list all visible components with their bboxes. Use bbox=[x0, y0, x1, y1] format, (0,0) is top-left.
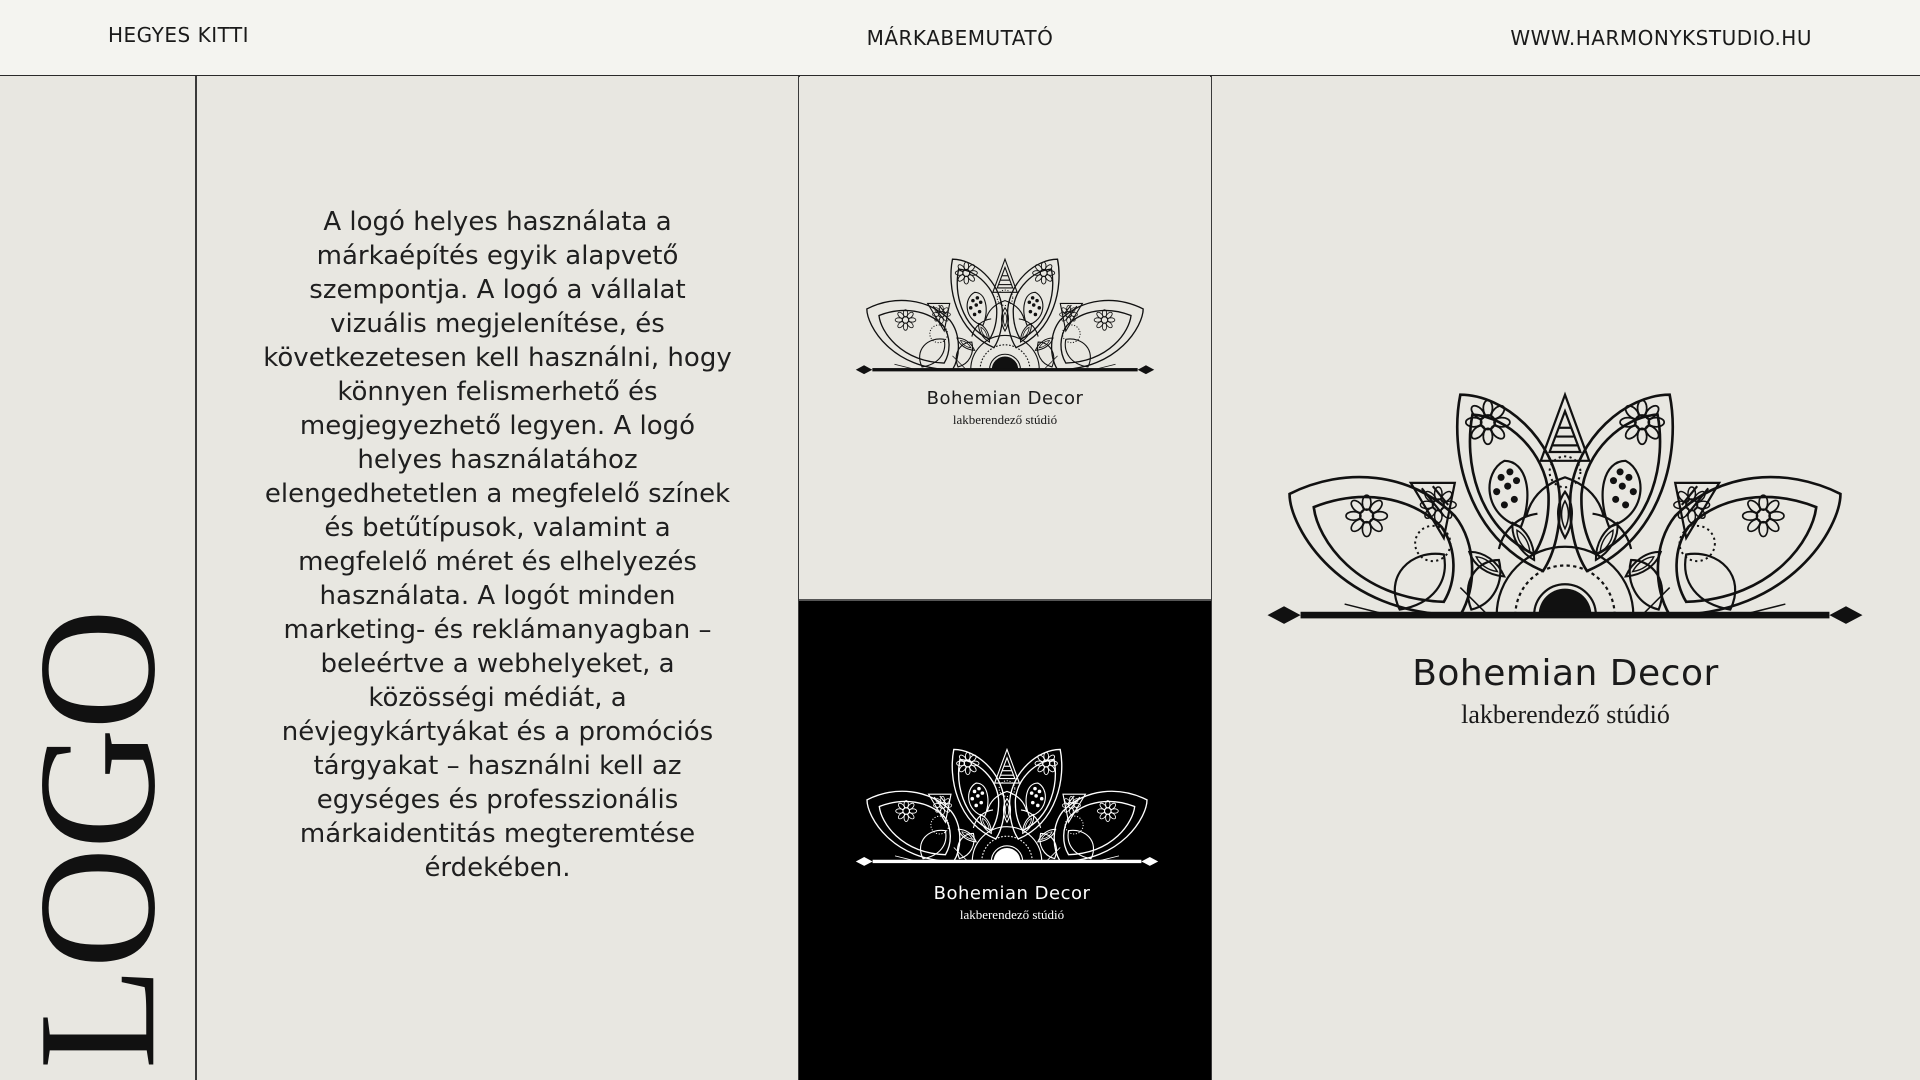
website-url: WWW.HARMONYKSTUDIO.HU bbox=[1510, 26, 1812, 50]
author-name: HEGYES KITTI bbox=[108, 23, 250, 47]
logo-tagline: lakberendező stúdió bbox=[1461, 700, 1670, 729]
logo-brand-name: Bohemian Decor bbox=[933, 883, 1091, 904]
mandala-logo-icon bbox=[1262, 375, 1868, 637]
header-bar bbox=[0, 0, 1920, 76]
logo-tagline: lakberendező stúdió bbox=[959, 907, 1065, 922]
document-title: MÁRKABEMUTATÓ bbox=[866, 26, 1054, 50]
logo-tagline: lakberendező stúdió bbox=[952, 412, 1058, 427]
logo-brand-name: Bohemian Decor bbox=[926, 388, 1084, 409]
section-title-text: LOGO bbox=[4, 610, 191, 1070]
mandala-logo-icon bbox=[853, 736, 1161, 876]
divider-line bbox=[195, 76, 197, 1080]
section-title bbox=[0, 600, 195, 1080]
logo-brand-name: Bohemian Decor bbox=[1412, 653, 1719, 694]
logo-usage-description: A logó helyes használata a márkaépítés egyik alapvető szempontja. A logó a vállalat vizuális megjelenítése, és következetesen kell használni, hogy könnyen felismerhető és megjegyezhető legyen. A logó helyes használatához elengedhetetlen a megfelelő színek és betűtípusok, valamint a megfelelő méret és elhelyezés használata. A logót minden marketing- és reklámanyagban – beleértve a webhelyeket, a közösségi médiát, a névjegykártyákat és a promóciós tárgyakat – használni kell az egységes és professzionális márkaidentitás megteremtése érdekében. bbox=[263, 207, 732, 883]
mandala-logo-icon bbox=[853, 245, 1157, 385]
